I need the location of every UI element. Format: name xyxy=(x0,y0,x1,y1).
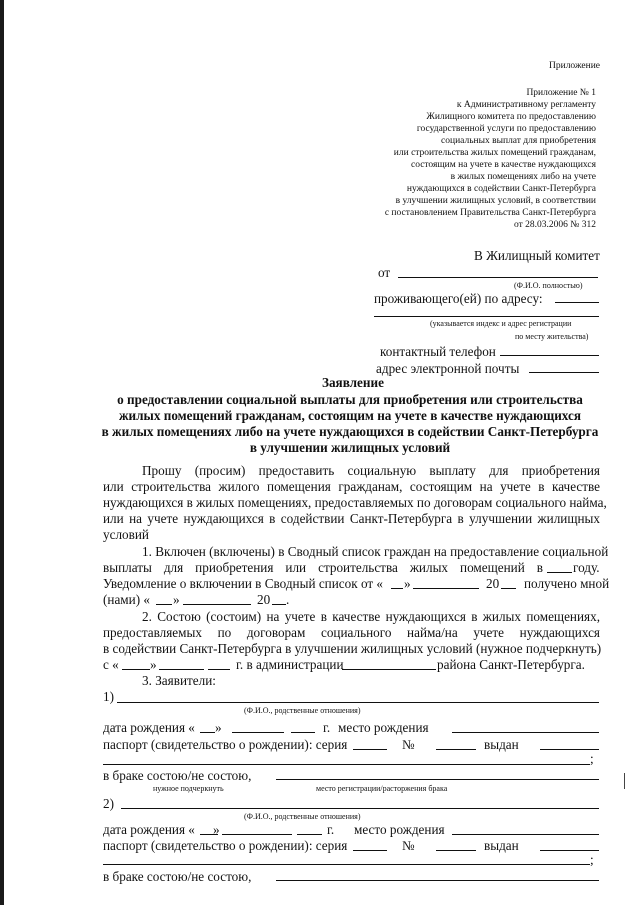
applicant-1-marriage-hint: место регистрации/расторжения брака xyxy=(316,784,448,793)
applicant-1-series-line xyxy=(353,749,387,750)
p4-applicants: 3. Заявители: xyxy=(142,673,216,688)
phone-field-line xyxy=(500,355,599,356)
applicant-2-birth-g: г. xyxy=(327,822,335,837)
p2-line-3: Уведомление о включении в Сводный список от « xyxy=(103,576,384,591)
email-field-line xyxy=(529,372,599,373)
district-field-line xyxy=(342,669,436,670)
applicant-1-marriage-line xyxy=(276,779,599,780)
applicant-2-number-sign: № xyxy=(402,838,415,853)
appendix-line-12: от 28.03.2006 № 312 xyxy=(514,220,596,230)
registry-month-line xyxy=(159,669,204,670)
address-hint-2: по месту жительства) xyxy=(515,332,589,341)
p2-line-1: 1. Включен (включены) в Сводный список граждан на предоставление социальной xyxy=(142,544,609,559)
applicant-2-number: 2) xyxy=(103,796,114,811)
notice-day-line xyxy=(391,588,403,589)
p3-district: района Санкт-Петербурга. xyxy=(437,657,585,672)
p3-line-3: в содействии Санкт-Петербурга в улучшении жилищных условий (нужное подчеркнуть) xyxy=(103,641,602,656)
appendix-line-4: государственной услуги по предоставлению xyxy=(416,124,596,134)
applicant-1-passport-number-line xyxy=(436,749,476,750)
applicant-2-passport-number-line xyxy=(436,850,476,851)
p2-line-4: (нами) « xyxy=(103,592,150,607)
notice-month-line xyxy=(413,588,479,589)
p1-line-4: или на учете нуждающихся в содействии Санкт-Петербурга в улучшении жилищных xyxy=(103,511,600,526)
applicant-2-passport-label: паспорт (свидетельство о рождении): серия xyxy=(103,838,348,853)
p3-line-4: с « xyxy=(103,657,119,672)
p3-admin: г. в администрации xyxy=(236,657,344,672)
applicant-1-issued-line xyxy=(540,749,599,750)
applicant-1-number: 1) xyxy=(103,689,114,704)
applicant-1-birthplace-line xyxy=(452,732,599,733)
addressee-from-label: от xyxy=(378,265,391,280)
received-month-line xyxy=(183,604,251,605)
applicant-2-birth-month xyxy=(222,834,292,835)
registry-year-line xyxy=(208,669,230,670)
applicant-1-colon: ; xyxy=(590,751,594,766)
applicant-1-issued-label: выдан xyxy=(484,737,519,752)
title-line-2: жилых помещений гражданам, состоящим на учете в качестве нуждающихся xyxy=(119,408,581,423)
p3-line-1: 2. Состою (состоим) на учете в качестве нуждающихся в жилых помещениях, xyxy=(142,609,600,624)
applicant-2-birth-quote: » xyxy=(213,822,220,837)
p1-line-5: условий xyxy=(103,527,149,542)
applicant-1-underline-hint: нужное подчеркнуть xyxy=(153,784,224,793)
title-line-3: в жилых помещениях либо на учете нуждающихся в содействии Санкт-Петербурга xyxy=(101,424,599,439)
applicant-1-issued-line-2 xyxy=(103,764,590,765)
appendix-line-6: или строительства жилых помещений гражданам, xyxy=(393,148,596,158)
address-field-line-2 xyxy=(374,316,599,317)
applicant-2-married-label: в браке состою/не состою, xyxy=(103,869,252,884)
title-line-4: в улучшении жилищных условий xyxy=(249,440,451,455)
p1-line-3: нуждающихся в жилых помещениях, предоставляемых по договорам социального найма, xyxy=(103,495,607,510)
appendix-line-7: состоящим на учете в качестве нуждающихся xyxy=(410,160,596,170)
applicant-2-birthplace-line xyxy=(452,834,599,835)
appendix-line-9: нуждающихся в содействии Санкт-Петербурга xyxy=(406,184,596,194)
appendix-line-5: социальных выплат для приобретения xyxy=(441,136,596,146)
appendix-line-3: Жилищного комитета по предоставлению xyxy=(426,112,596,122)
applicant-2-issued-line-2 xyxy=(103,864,590,865)
p2-year-prefix: 20 xyxy=(486,576,500,591)
applicant-2-colon: ; xyxy=(590,852,594,867)
appendix-line-8: в жилых помещениях либо на учете xyxy=(450,172,596,182)
p2-line-2: выплаты для приобретения или строительства жилых помещений в xyxy=(103,560,543,575)
applicant-1-fio-hint: (Ф.И.О., родственные отношения) xyxy=(244,706,361,715)
applicant-2-birth-year xyxy=(297,834,322,835)
appendix-line-10: в улучшении жилищных условий, в соответствии xyxy=(395,196,596,206)
p2-quote-close-2: » xyxy=(173,592,180,607)
document-title: Заявление xyxy=(322,375,384,390)
applicant-1-passport-label: паспорт (свидетельство о рождении): серия xyxy=(103,737,348,752)
applicant-1-birth-month xyxy=(232,732,284,733)
applicant-1-fio-line xyxy=(117,702,599,703)
p3-line-2: предоставляемых по договорам социального найма/на учете нуждающихся xyxy=(103,625,600,640)
address-field-line-1 xyxy=(555,302,599,303)
addressee-to: В Жилищный комитет xyxy=(474,248,600,263)
applicant-2-marriage-line xyxy=(276,880,599,881)
received-day-line xyxy=(156,604,172,605)
applicant-2-issued-line xyxy=(540,850,599,851)
fio-hint: (Ф.И.О. полностью) xyxy=(514,281,583,290)
applicant-1-birth-label: дата рождения « xyxy=(103,720,195,735)
applicant-2-birthplace-label: место рождения xyxy=(354,822,445,837)
applicant-1-birth-g: г. xyxy=(323,720,331,735)
title-line-1: о предоставлении социальной выплаты для приобретения или строительства xyxy=(117,392,583,407)
applicant-2-fio-line xyxy=(121,808,599,809)
p2-quote-close: » xyxy=(404,576,411,591)
applicant-1-married-label: в браке состою/не состою, xyxy=(103,768,252,783)
year-field-line xyxy=(547,572,572,573)
applicant-2-series-line xyxy=(353,850,387,851)
appendix-line-1: Приложение № 1 xyxy=(526,88,596,98)
received-year-line xyxy=(272,604,286,605)
p2-received: получено мной xyxy=(524,576,610,591)
appendix-line-11: с постановлением Правительства Санкт-Петербурга xyxy=(384,208,596,218)
notice-year-line xyxy=(501,588,516,589)
applicant-1-number-sign: № xyxy=(402,737,415,752)
email-label: адрес электронной почты xyxy=(376,361,520,376)
applicant-2-issued-label: выдан xyxy=(484,838,519,853)
residing-label: проживающего(ей) по адресу: xyxy=(374,291,543,306)
p2-year-prefix-2: 20 xyxy=(257,592,271,607)
p1-line-2: или строительства жилого помещения гражданам, состоящим на учете в качестве xyxy=(103,479,600,494)
appendix-label: Приложение xyxy=(549,61,600,71)
applicant-1-birth-year xyxy=(291,732,315,733)
p3-quote-close: » xyxy=(150,657,157,672)
applicant-1-birth-quote: » xyxy=(215,720,222,735)
fio-field-line xyxy=(398,277,598,278)
appendix-line-2: к Административному регламенту xyxy=(456,100,596,110)
applicant-2-fio-hint: (Ф.И.О., родственные отношения) xyxy=(244,812,361,821)
applicant-1-birthplace-label: место рождения xyxy=(338,720,429,735)
phone-label: контактный телефон xyxy=(380,344,496,359)
p2-period: . xyxy=(286,592,290,607)
applicant-1-birth-day xyxy=(200,732,215,733)
applicant-2-birth-label: дата рождения « xyxy=(103,822,195,837)
address-hint-1: (указывается индекс и адрес регистрации xyxy=(430,319,572,328)
p1-line-1: Прошу (просим) предоставить социальную выплату для приобретения xyxy=(142,463,600,478)
p2-year-word: году. xyxy=(573,560,600,575)
registry-day-line xyxy=(122,669,150,670)
